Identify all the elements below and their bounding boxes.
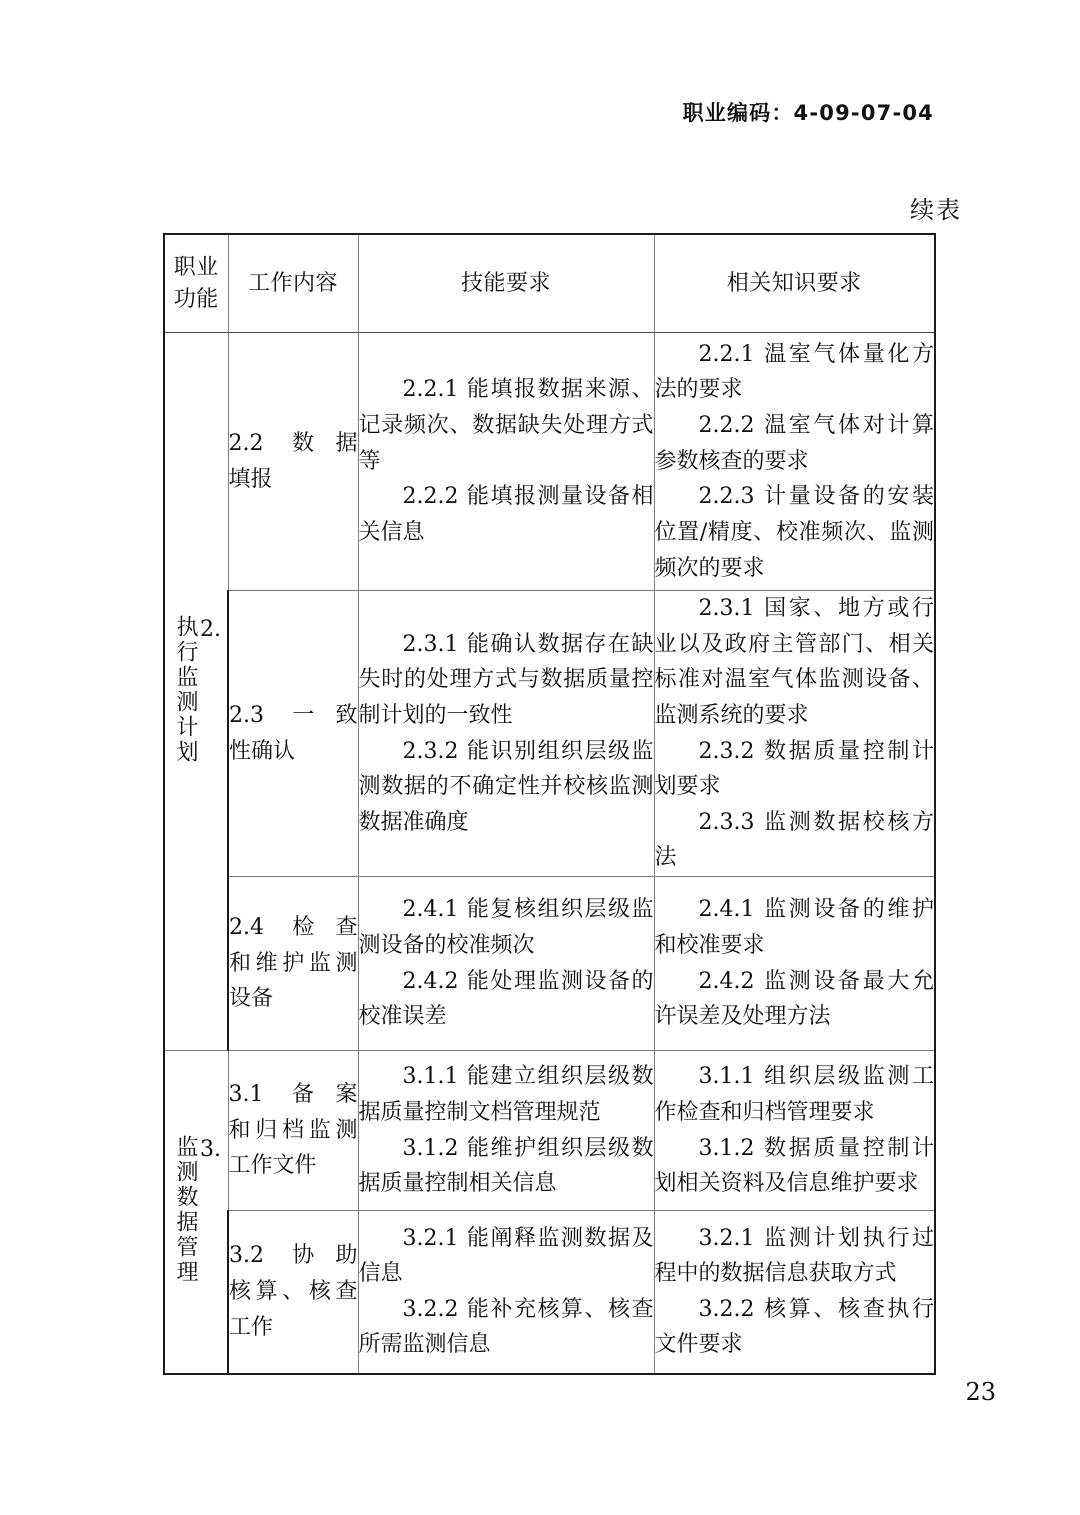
knowledge-requirement-item: 2.4.1 监测设备的维护和校准要求: [654, 897, 934, 958]
work-content-cell: [228, 1211, 358, 1374]
knowledge-requirement-item: 2.3.1 国家、地方或行业以及政府主管部门、相关标准对温室气体监测设备、监测系统的要求: [654, 596, 934, 728]
knowledge-requirement-item: 2.4.2 监测设备最大允许误差及处理方法: [654, 968, 934, 1030]
skill-requirements-cell: [358, 1211, 654, 1374]
skill-requirement-item: 3.1.2 能维护组织层级数据质量控制相关信息: [358, 1135, 654, 1197]
skill-requirements-table: [163, 233, 936, 1375]
occupational-function-label: [171, 1135, 221, 1285]
knowledge-requirement-item: 2.3.2 数据质量控制计划要求: [654, 738, 934, 800]
knowledge-requirement-item: 3.1.2 数据质量控制计划相关资料及信息维护要求: [654, 1135, 934, 1197]
table-row: [164, 877, 935, 1051]
knowledge-requirement-item: 2.3.3 监测数据校核方法: [654, 809, 934, 871]
skill-requirements-cell: [358, 591, 654, 877]
work-content-line: 3.2 协助: [229, 1243, 358, 1269]
work-content-line: 性确认: [229, 738, 296, 764]
work-content-line: 工作文件: [228, 1153, 317, 1179]
work-content-line: 核算、核查: [229, 1278, 358, 1304]
skill-requirements-cell: [358, 877, 654, 1051]
table-row: [164, 333, 935, 591]
table-row: [164, 1051, 935, 1211]
table-caption: 续表: [910, 196, 962, 224]
occupational-function-cell: [164, 1051, 228, 1374]
skill-requirement-item: 2.2.2 能填报测量设备相关信息: [358, 484, 654, 545]
table-row: [164, 1211, 935, 1374]
page-number: 23: [965, 1378, 996, 1406]
work-content-cell: [228, 1051, 358, 1211]
work-content-line: 2.3 一致: [229, 702, 358, 728]
knowledge-requirement-item: 2.2.1 温室气体量化方法的要求: [654, 341, 934, 403]
knowledge-requirement-item: 3.2.2 核算、核查执行文件要求: [654, 1296, 934, 1358]
occupational-function-label: [171, 615, 221, 765]
table-header-row: [164, 234, 935, 333]
occupational-function-number: 3.: [200, 1136, 222, 1162]
knowledge-requirements-cell: [654, 333, 935, 591]
column-header-skill-requirements: 技能要求: [358, 234, 654, 333]
column-header-occupational-function-line2: 功能: [173, 286, 219, 312]
skill-requirements-cell: [358, 1051, 654, 1211]
skill-requirement-item: 2.3.2 能识别组织层级监测数据的不确定性并校核监测数据准确度: [358, 738, 654, 835]
occupational-function-name: 监测数据管理: [173, 1134, 199, 1285]
work-content-line: 和维护监测: [229, 950, 358, 976]
knowledge-requirement-item: 3.2.1 监测计划执行过程中的数据信息获取方式: [654, 1225, 934, 1287]
skill-requirement-item: 3.1.1 能建立组织层级数据质量控制文档管理规范: [358, 1064, 654, 1125]
column-header-work-content: 工作内容: [228, 234, 358, 333]
running-head: 职业编码：4-09-07-04: [682, 101, 934, 125]
work-content-line: 设备: [229, 986, 274, 1012]
skill-requirement-item: 2.2.1 能填报数据来源、记录频次、数据缺失处理方式等: [358, 377, 654, 474]
skill-requirement-item: 3.2.1 能阐释监测数据及信息: [358, 1225, 654, 1287]
occupational-function-number: 2.: [200, 616, 222, 642]
table-body: [164, 333, 935, 1374]
table-header: [164, 234, 935, 333]
work-content-line: 2.4 检查: [229, 915, 358, 941]
occupational-function-cell: [164, 333, 228, 1051]
knowledge-requirements-cell: [654, 877, 935, 1051]
column-header-occupational-function: [164, 234, 228, 333]
knowledge-requirements-cell: [654, 1051, 935, 1211]
skill-requirement-item: 2.4.2 能处理监测设备的校准误差: [358, 968, 654, 1030]
knowledge-requirement-item: 2.2.3 计量设备的安装位置/精度、校准频次、监测频次的要求: [654, 484, 934, 581]
table-row: [164, 591, 935, 877]
skill-requirement-item: 3.2.2 能补充核算、核查所需监测信息: [358, 1296, 654, 1358]
work-content-cell: [228, 877, 358, 1051]
column-header-occupational-function-line1: 职业: [173, 254, 219, 280]
skill-requirements-table-wrapper: [163, 233, 934, 1375]
work-content-cell: [228, 333, 358, 591]
work-content-line: 和归档监测: [228, 1117, 358, 1143]
work-content-cell: [228, 591, 358, 877]
skill-requirement-item: 2.3.1 能确认数据存在缺失时的处理方式与数据质量控制计划的一致性: [358, 631, 654, 728]
skill-requirement-item: 2.4.1 能复核组织层级监测设备的校准频次: [358, 897, 654, 958]
work-content-line: 填报: [228, 466, 273, 492]
knowledge-requirement-item: 3.1.1 组织层级监测工作检查和归档管理要求: [654, 1064, 934, 1125]
knowledge-requirement-item: 2.2.2 温室气体对计算参数核查的要求: [654, 413, 934, 474]
occupational-function-name: 执行监测计划: [173, 614, 199, 765]
knowledge-requirements-cell: [654, 591, 935, 877]
work-content-line: 3.1 备案: [228, 1082, 358, 1108]
work-content-line: 2.2 数据: [228, 430, 358, 456]
skill-requirements-cell: [358, 333, 654, 591]
knowledge-requirements-cell: [654, 1211, 935, 1374]
column-header-knowledge-requirements: 相关知识要求: [654, 234, 935, 333]
work-content-line: 工作: [229, 1314, 274, 1340]
